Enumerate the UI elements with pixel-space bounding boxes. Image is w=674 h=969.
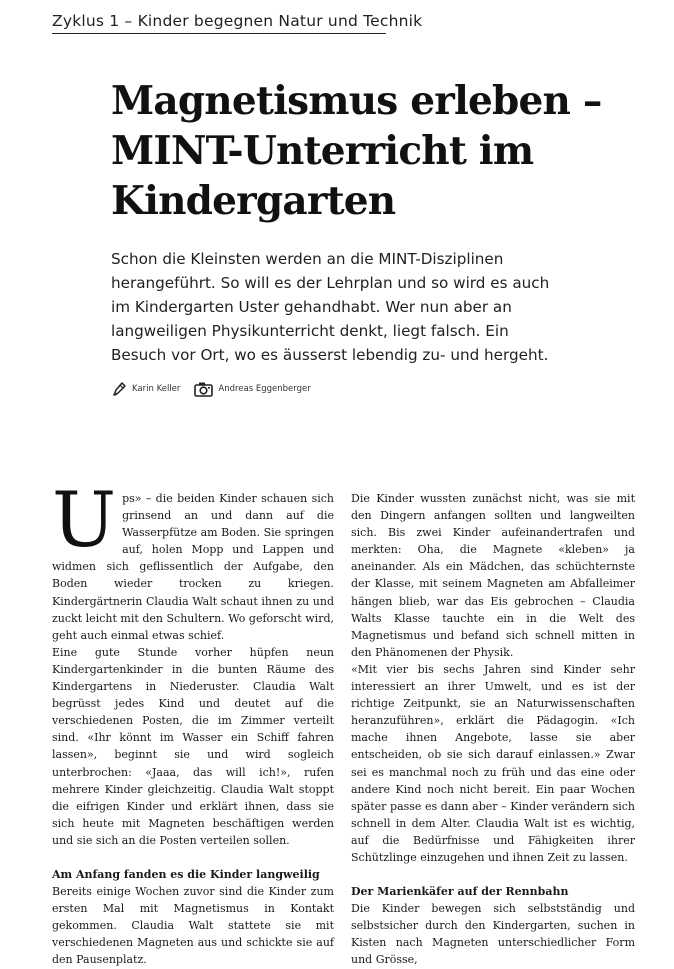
article-lead: Schon die Kleinsten werden an die MINT-Disziplinen herangeführt. So will es der Lehrplan und so wird es auch im Kindergarten Uster gehandhabt. Wer nun aber an langweiligen Physikunterricht denkt, liegt falsch. Ein Besuch vor Ort, wo es äusserst lebendig zu- und hergeht. xyxy=(111,250,550,364)
body-paragraph: Bereits einige Wochen zuvor sind die Kinder zum ersten Mal mit Magnetismus in Kontakt gekommen. Claudia Walt stattete sie mit verschiedenen Magneten aus und schickte sie auf den Pausenplatz. xyxy=(52,885,334,967)
body-paragraph: Die Kinder bewegen sich selbstständig und selbstsicher durch den Kindergarten, suchen in Kisten nach Magneten unterschiedlicher Form und Grösse, xyxy=(351,902,635,967)
photographer-name: Andreas Eggenberger xyxy=(218,384,311,394)
author-name: Karin Keller xyxy=(132,384,181,394)
body-paragraph: Die Kinder wussten zunächst nicht, was sie mit den Dingern anfangen sollten und langweilten sich. Bis zwei Kinder aufeinandertrafen und merkten: Oha, die Magnete «kleben» ja aneinander. Als ein Mädchen, das schüchternste der Klasse, mit seinem Magneten am Abfalleimer hängen blieb, war das Eis gebrochen – Claudia Walts Klasse tauchte ein in die Welt des Magnetismus und befand sich schnell mitten in den Phänomenen der Physik. xyxy=(351,492,635,659)
body-paragraph: «Mit vier bis sechs Jahren sind Kinder sehr interessiert an ihrer Umwelt, und es ist der richtige Zeitpunkt, sie an Naturwissenschaften heranzuführen», erklärt die Pädagogin. «Ich mache ihnen Angebote, lasse sie aber entscheiden, ob sie sich darauf einlassen.» Zwar sei es manchmal noch zu früh und das eine oder andere Kind noch nicht bereit. Ein paar Wochen später passe es dann aber – Kinder verändern sich schnell in dem Alter. Claudia Walt ist es wichtig, auf die Bedürfnisse und Fähigkeiten ihrer Schützlinge einzugehen und ihnen Zeit zu lassen. xyxy=(351,662,635,864)
drop-cap: U xyxy=(52,475,117,564)
camera-icon xyxy=(194,381,213,397)
body-paragraph xyxy=(52,475,334,644)
paragraph-text: ps» – die beiden Kinder schauen sich grinsend an und dann auf die Wasserpfütze am Boden. Sie springen auf, holen Mopp und Lappen und widmen sich geflissentlich der Aufgabe, den Boden wieder trocken zu kriegen. Kindergärtnerin Claudia Walt schaut ihnen zu und zuckt leicht mit den Schultern. Wo geforscht wird, geht auch einmal etwas schief. xyxy=(52,492,334,642)
subheading: Am Anfang fanden es die Kinder langweilig xyxy=(52,867,320,881)
section-header: Zyklus 1 – Kinder begegnen Natur und Technik xyxy=(52,12,386,34)
subheading: Der Marienkäfer auf der Rennbahn xyxy=(351,885,569,899)
credits xyxy=(111,381,325,397)
body-column-right xyxy=(351,490,635,969)
body-paragraph: Eine gute Stunde vorher hüpfen neun Kindergartenkinder in die bunten Räume des Kindergartens in Niederuster. Claudia Walt begrüsst jedes Kind und deutet auf die verschiedenen Posten, die im Zimmer verteilt sind. «Ihr könnt im Wasser ein Schiff fahren lassen», beginnt sie und wird sogleich unterbrochen: «Jaaa, das will ich!», rufen mehrere Kinder gleichzeitig. Claudia Walt stoppt die eifrigen Kinder und erklärt ihnen, dass sie sich heute mit Magneten beschäftigen werden und sie sich an die Posten verteilen sollen. xyxy=(52,645,334,847)
body-column-left xyxy=(52,475,334,969)
article-title: Magnetismus erleben – MINT-Unterricht im Kindergarten xyxy=(111,78,602,224)
pen-icon xyxy=(111,381,127,397)
